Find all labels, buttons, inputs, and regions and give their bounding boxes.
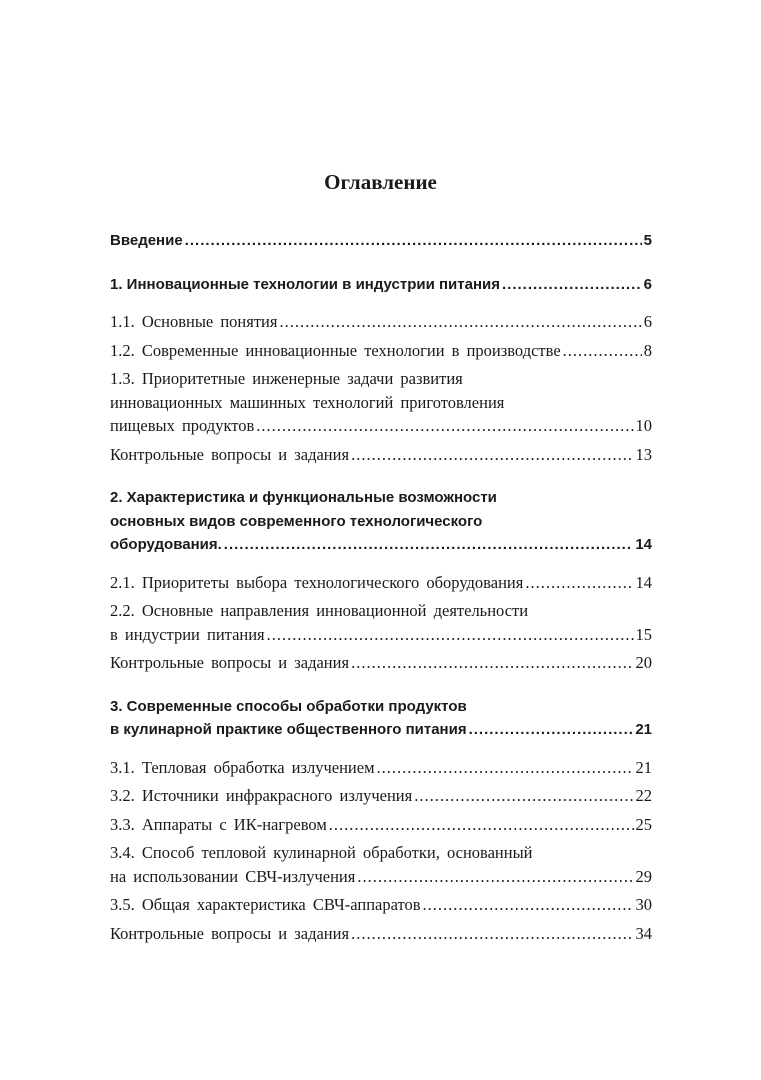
toc-entry-title: Контрольные вопросы и задания: [110, 653, 350, 672]
toc-entry-title: Контрольные вопросы и задания: [110, 923, 350, 943]
toc-entry: [110, 813, 652, 837]
toc-entry-title: 3.5. Общая характеристика СВЧ-аппаратов: [110, 895, 421, 914]
dot-leader: [224, 533, 634, 557]
dot-leader: [351, 443, 633, 467]
toc-entry: [110, 599, 652, 646]
dot-leader: [357, 865, 633, 889]
dot-leader: [329, 813, 634, 837]
toc-page-number: 20: [635, 653, 652, 672]
toc-entry-title: 3.1. Тепловая обработка излучением: [110, 757, 375, 777]
toc-entry-title: Введение: [110, 232, 183, 249]
toc-entry-line: [110, 443, 652, 467]
dot-leader: [351, 922, 633, 946]
toc-page-number: 34: [635, 923, 652, 943]
toc-entry-title: 2.1. Приоритеты выбора технологического оборудования: [110, 572, 524, 592]
toc-page-number: 30: [635, 895, 652, 914]
toc-page-number: 21: [635, 757, 652, 777]
toc-entry-title: на использовании СВЧ-излучения: [110, 866, 356, 886]
toc-entry-line: [110, 718, 652, 742]
toc-page-number: 15: [635, 624, 652, 644]
toc-entry-line: [110, 623, 652, 647]
toc-entry: [110, 756, 652, 780]
toc-page-number: 6: [643, 312, 652, 331]
toc-entry-line: [110, 339, 652, 363]
toc-section-entry: [110, 695, 652, 742]
toc-entry-title: в индустрии питания: [110, 624, 265, 644]
toc-entry-line: [110, 784, 652, 808]
toc-entry-line: [110, 651, 652, 675]
toc-entry: [110, 571, 652, 595]
dot-leader: [351, 651, 633, 675]
toc-entry-title: 1. Инновационные технологии в индустрии питания: [110, 275, 500, 293]
dot-leader: [525, 571, 633, 595]
toc-section-entry: [110, 486, 652, 557]
table-of-contents: [110, 224, 652, 945]
toc-page-number: 13: [635, 444, 652, 464]
dot-leader: [279, 310, 641, 334]
toc-entry-line: [110, 571, 652, 595]
toc-entry-title: пищевых продуктов: [110, 416, 255, 435]
toc-entry-title: 3. Современные способы обработки продуктов: [110, 697, 467, 715]
toc-page-number: 25: [635, 814, 652, 834]
toc-entry-line: [110, 273, 652, 297]
dot-leader: [185, 229, 642, 253]
toc-entry: [110, 339, 652, 363]
toc-entry-title: 3.2. Источники инфракрасного излучения: [110, 786, 413, 805]
toc-entry: [110, 893, 652, 917]
toc-entry-line: [110, 865, 652, 889]
toc-entry: [110, 443, 652, 467]
toc-entry-line: [110, 229, 652, 253]
toc-page-number: 14: [635, 536, 652, 553]
toc-entry-title: Контрольные вопросы и задания: [110, 444, 350, 464]
toc-entry-line: [110, 813, 652, 837]
toc-entry: [110, 367, 652, 438]
dot-leader: [414, 784, 633, 808]
toc-entry-title: оборудования.: [110, 536, 222, 553]
toc-entry-line: [110, 414, 652, 438]
dot-leader: [377, 756, 634, 780]
toc-entry-line: [110, 533, 652, 557]
toc-page-number: 29: [635, 866, 652, 886]
toc-entry-line: [110, 922, 652, 946]
dot-leader: [469, 718, 634, 742]
toc-entry: [110, 922, 652, 946]
toc-entry-title: в кулинарной практике общественного питания: [110, 721, 467, 738]
toc-entry-title: 2.2. Основные направления инновационной деятельности: [110, 601, 529, 620]
toc-entry: [110, 784, 652, 808]
toc-entry-title: 2. Характеристика и функциональные возможности: [110, 489, 497, 506]
toc-entry-title: основных видов современного технологического: [110, 512, 483, 530]
toc-entry-title: 3.4. Способ тепловой кулинарной обработки, основанный: [110, 843, 533, 862]
page-title: Оглавление: [324, 170, 437, 194]
toc-page-number: 21: [635, 721, 652, 738]
toc-section-entry: [110, 273, 652, 297]
toc-section-entry: [110, 229, 652, 253]
toc-page-number: 6: [643, 275, 652, 293]
toc-entry-line: [110, 310, 652, 334]
toc-page-number: 14: [635, 572, 652, 592]
toc-page-number: 10: [635, 416, 652, 435]
dot-leader: [502, 273, 642, 297]
dot-leader: [423, 893, 634, 917]
toc-entry-title: 1.1. Основные понятия: [110, 312, 278, 331]
toc-page-number: 22: [635, 786, 652, 805]
dot-leader: [256, 414, 633, 438]
toc-entry-title: 3.3. Аппараты с ИК-нагревом: [110, 814, 327, 834]
toc-entry-line: [110, 756, 652, 780]
toc-entry-line: [110, 893, 652, 917]
dot-leader: [267, 623, 634, 647]
toc-entry: [110, 841, 652, 888]
toc-page-number: 8: [643, 340, 652, 360]
toc-entry-title: инновационных машинных технологий приготовления: [110, 392, 505, 412]
toc-entry: [110, 310, 652, 334]
toc-entry-title: 1.3. Приоритетные инженерные задачи развития: [110, 369, 463, 388]
toc-page-number: 5: [643, 232, 652, 249]
dot-leader: [563, 339, 642, 363]
toc-entry-title: 1.2. Современные инновационные технологии в производстве: [110, 340, 561, 360]
toc-entry: [110, 651, 652, 675]
